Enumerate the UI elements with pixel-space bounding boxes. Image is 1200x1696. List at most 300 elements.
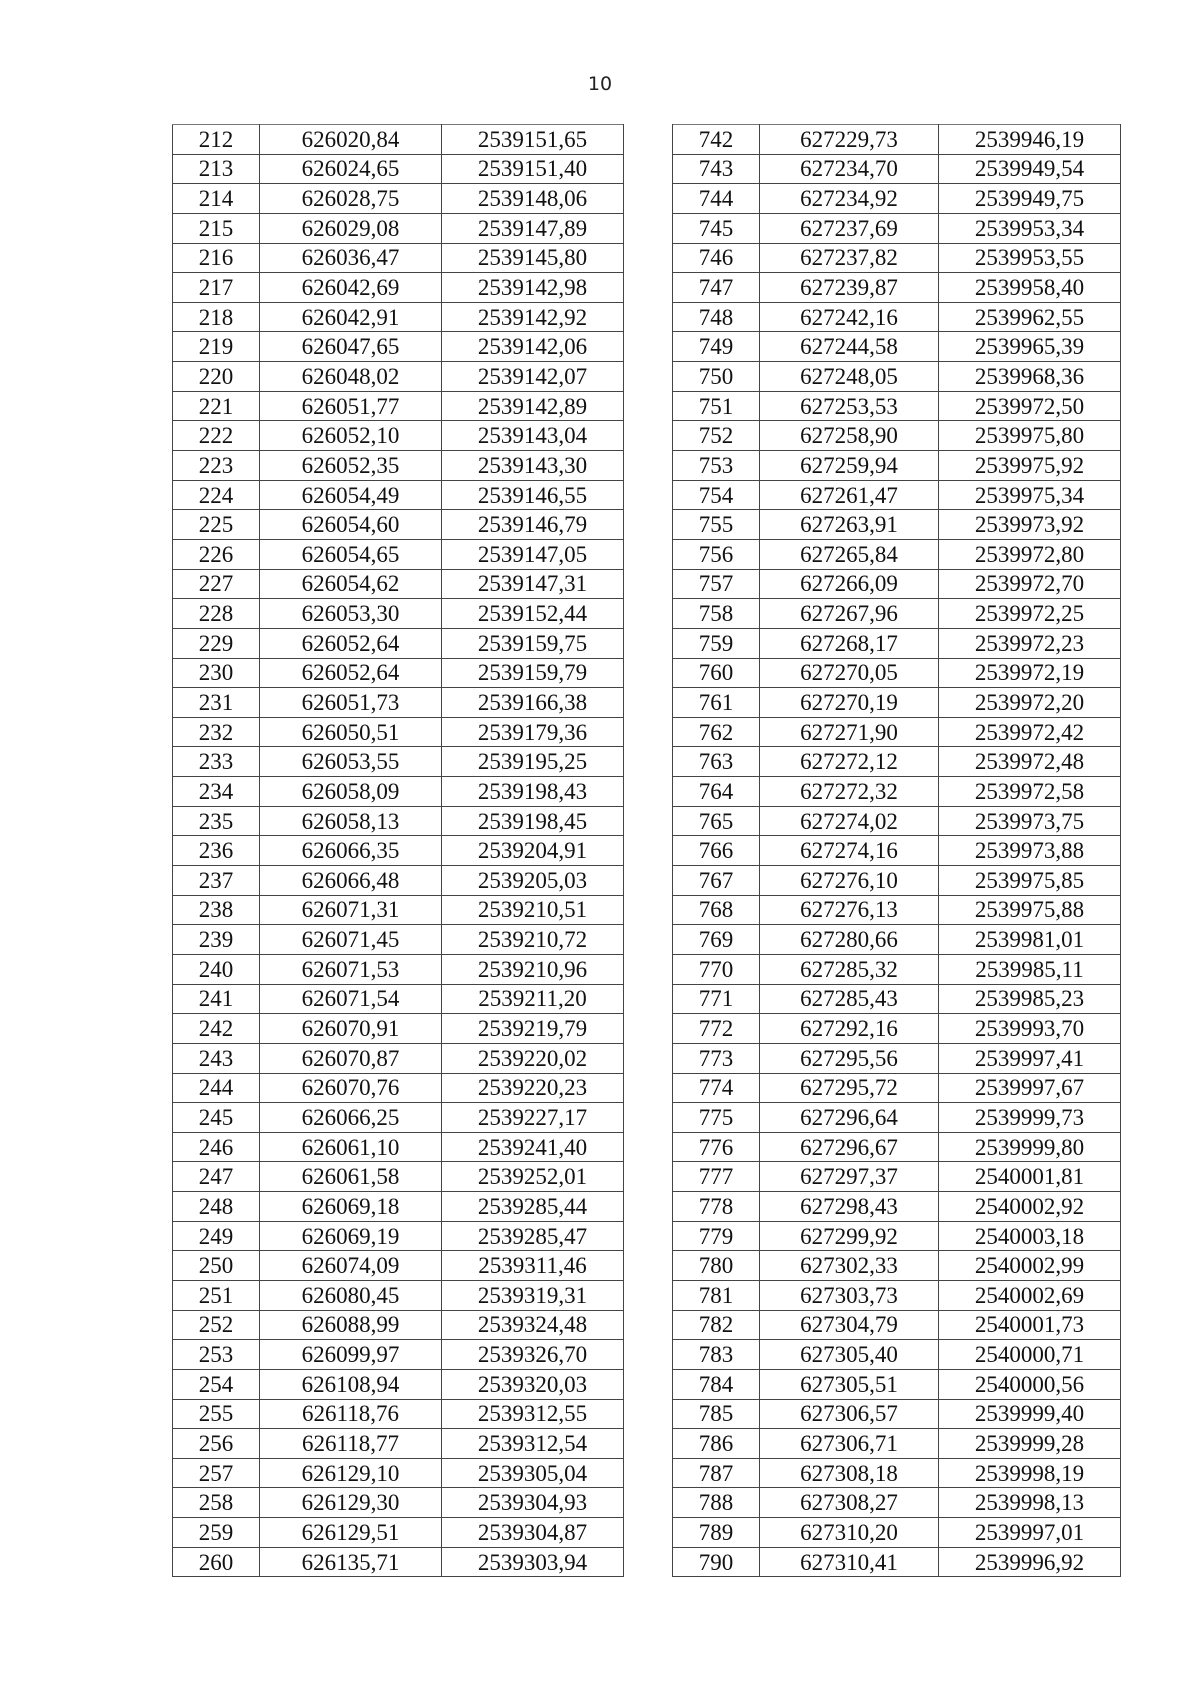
y-coordinate-left: 2539148,06 bbox=[442, 184, 624, 214]
y-coordinate-left: 2539219,79 bbox=[442, 1014, 624, 1044]
y-coordinate-left: 2539324,48 bbox=[442, 1310, 624, 1340]
y-coordinate-right: 2539962,55 bbox=[939, 302, 1121, 332]
point-number-right: 756 bbox=[673, 539, 760, 569]
x-coordinate-left: 626135,71 bbox=[260, 1547, 442, 1577]
table-row bbox=[173, 836, 1121, 866]
table-row bbox=[173, 1162, 1121, 1192]
x-coordinate-right: 627234,92 bbox=[760, 184, 939, 214]
y-coordinate-left: 2539147,89 bbox=[442, 213, 624, 243]
point-number-right: 774 bbox=[673, 1073, 760, 1103]
column-gap bbox=[624, 836, 673, 866]
point-number-left: 213 bbox=[173, 154, 260, 184]
x-coordinate-right: 627229,73 bbox=[760, 125, 939, 155]
y-coordinate-right: 2540000,71 bbox=[939, 1340, 1121, 1370]
x-coordinate-right: 627244,58 bbox=[760, 332, 939, 362]
x-coordinate-right: 627303,73 bbox=[760, 1280, 939, 1310]
point-number-right: 755 bbox=[673, 510, 760, 540]
x-coordinate-left: 626047,65 bbox=[260, 332, 442, 362]
column-gap bbox=[624, 362, 673, 392]
table-row bbox=[173, 421, 1121, 451]
y-coordinate-left: 2539142,89 bbox=[442, 391, 624, 421]
table-row bbox=[173, 866, 1121, 896]
column-gap bbox=[624, 806, 673, 836]
y-coordinate-right: 2540003,18 bbox=[939, 1221, 1121, 1251]
table-row bbox=[173, 510, 1121, 540]
x-coordinate-right: 627248,05 bbox=[760, 362, 939, 392]
point-number-right: 781 bbox=[673, 1280, 760, 1310]
point-number-left: 222 bbox=[173, 421, 260, 451]
point-number-left: 252 bbox=[173, 1310, 260, 1340]
y-coordinate-left: 2539151,65 bbox=[442, 125, 624, 155]
point-number-right: 744 bbox=[673, 184, 760, 214]
table-row bbox=[173, 1310, 1121, 1340]
y-coordinate-left: 2539211,20 bbox=[442, 984, 624, 1014]
column-gap bbox=[624, 1488, 673, 1518]
x-coordinate-right: 627310,41 bbox=[760, 1547, 939, 1577]
y-coordinate-left: 2539143,04 bbox=[442, 421, 624, 451]
x-coordinate-right: 627274,02 bbox=[760, 806, 939, 836]
column-gap bbox=[624, 628, 673, 658]
x-coordinate-left: 626042,91 bbox=[260, 302, 442, 332]
column-gap bbox=[624, 954, 673, 984]
table-row bbox=[173, 806, 1121, 836]
table-row bbox=[173, 1518, 1121, 1548]
point-number-right: 758 bbox=[673, 599, 760, 629]
x-coordinate-left: 626054,49 bbox=[260, 480, 442, 510]
y-coordinate-left: 2539319,31 bbox=[442, 1280, 624, 1310]
point-number-right: 754 bbox=[673, 480, 760, 510]
table-row bbox=[173, 1369, 1121, 1399]
table-row bbox=[173, 451, 1121, 481]
point-number-left: 242 bbox=[173, 1014, 260, 1044]
column-gap bbox=[624, 925, 673, 955]
column-gap bbox=[624, 777, 673, 807]
x-coordinate-right: 627237,82 bbox=[760, 243, 939, 273]
x-coordinate-left: 626054,65 bbox=[260, 539, 442, 569]
x-coordinate-right: 627237,69 bbox=[760, 213, 939, 243]
point-number-right: 757 bbox=[673, 569, 760, 599]
point-number-left: 259 bbox=[173, 1518, 260, 1548]
x-coordinate-left: 626129,51 bbox=[260, 1518, 442, 1548]
table-row bbox=[173, 1547, 1121, 1577]
x-coordinate-right: 627259,94 bbox=[760, 451, 939, 481]
x-coordinate-right: 627305,40 bbox=[760, 1340, 939, 1370]
x-coordinate-right: 627299,92 bbox=[760, 1221, 939, 1251]
x-coordinate-left: 626070,91 bbox=[260, 1014, 442, 1044]
y-coordinate-right: 2539949,75 bbox=[939, 184, 1121, 214]
column-gap bbox=[624, 1192, 673, 1222]
point-number-left: 247 bbox=[173, 1162, 260, 1192]
y-coordinate-right: 2540001,73 bbox=[939, 1310, 1121, 1340]
x-coordinate-right: 627297,37 bbox=[760, 1162, 939, 1192]
table-row bbox=[173, 1014, 1121, 1044]
y-coordinate-right: 2539998,19 bbox=[939, 1458, 1121, 1488]
x-coordinate-left: 626052,35 bbox=[260, 451, 442, 481]
y-coordinate-left: 2539227,17 bbox=[442, 1103, 624, 1133]
x-coordinate-left: 626058,09 bbox=[260, 777, 442, 807]
point-number-left: 240 bbox=[173, 954, 260, 984]
y-coordinate-right: 2539972,23 bbox=[939, 628, 1121, 658]
table-row bbox=[173, 362, 1121, 392]
x-coordinate-left: 626071,54 bbox=[260, 984, 442, 1014]
x-coordinate-left: 626066,35 bbox=[260, 836, 442, 866]
table-row bbox=[173, 332, 1121, 362]
y-coordinate-left: 2539312,55 bbox=[442, 1399, 624, 1429]
point-number-left: 238 bbox=[173, 895, 260, 925]
y-coordinate-right: 2539968,36 bbox=[939, 362, 1121, 392]
y-coordinate-right: 2539953,34 bbox=[939, 213, 1121, 243]
y-coordinate-left: 2539151,40 bbox=[442, 154, 624, 184]
point-number-left: 243 bbox=[173, 1043, 260, 1073]
point-number-left: 249 bbox=[173, 1221, 260, 1251]
y-coordinate-left: 2539198,43 bbox=[442, 777, 624, 807]
y-coordinate-left: 2539252,01 bbox=[442, 1162, 624, 1192]
y-coordinate-left: 2539241,40 bbox=[442, 1132, 624, 1162]
x-coordinate-left: 626029,08 bbox=[260, 213, 442, 243]
y-coordinate-right: 2539975,80 bbox=[939, 421, 1121, 451]
table-row bbox=[173, 954, 1121, 984]
point-number-left: 257 bbox=[173, 1458, 260, 1488]
x-coordinate-left: 626069,19 bbox=[260, 1221, 442, 1251]
x-coordinate-right: 627296,64 bbox=[760, 1103, 939, 1133]
x-coordinate-right: 627276,13 bbox=[760, 895, 939, 925]
column-gap bbox=[624, 1340, 673, 1370]
y-coordinate-left: 2539312,54 bbox=[442, 1429, 624, 1459]
point-number-right: 788 bbox=[673, 1488, 760, 1518]
y-coordinate-left: 2539152,44 bbox=[442, 599, 624, 629]
point-number-right: 752 bbox=[673, 421, 760, 451]
column-gap bbox=[624, 451, 673, 481]
point-number-left: 246 bbox=[173, 1132, 260, 1162]
point-number-left: 251 bbox=[173, 1280, 260, 1310]
table-row bbox=[173, 125, 1121, 155]
x-coordinate-right: 627295,56 bbox=[760, 1043, 939, 1073]
x-coordinate-left: 626053,55 bbox=[260, 747, 442, 777]
point-number-right: 786 bbox=[673, 1429, 760, 1459]
table-row bbox=[173, 628, 1121, 658]
column-gap bbox=[624, 391, 673, 421]
table-row bbox=[173, 717, 1121, 747]
point-number-left: 248 bbox=[173, 1192, 260, 1222]
y-coordinate-right: 2539998,13 bbox=[939, 1488, 1121, 1518]
x-coordinate-right: 627296,67 bbox=[760, 1132, 939, 1162]
point-number-right: 784 bbox=[673, 1369, 760, 1399]
y-coordinate-left: 2539311,46 bbox=[442, 1251, 624, 1281]
y-coordinate-right: 2539975,92 bbox=[939, 451, 1121, 481]
coordinates-table-body bbox=[173, 125, 1121, 1577]
y-coordinate-left: 2539204,91 bbox=[442, 836, 624, 866]
y-coordinate-right: 2539999,73 bbox=[939, 1103, 1121, 1133]
point-number-right: 760 bbox=[673, 658, 760, 688]
point-number-left: 216 bbox=[173, 243, 260, 273]
point-number-right: 771 bbox=[673, 984, 760, 1014]
column-gap bbox=[624, 1429, 673, 1459]
column-gap bbox=[624, 1310, 673, 1340]
point-number-left: 236 bbox=[173, 836, 260, 866]
point-number-left: 229 bbox=[173, 628, 260, 658]
x-coordinate-left: 626071,53 bbox=[260, 954, 442, 984]
point-number-right: 763 bbox=[673, 747, 760, 777]
point-number-right: 789 bbox=[673, 1518, 760, 1548]
y-coordinate-right: 2539981,01 bbox=[939, 925, 1121, 955]
point-number-right: 775 bbox=[673, 1103, 760, 1133]
y-coordinate-left: 2539304,93 bbox=[442, 1488, 624, 1518]
y-coordinate-right: 2540001,81 bbox=[939, 1162, 1121, 1192]
table-row bbox=[173, 1399, 1121, 1429]
y-coordinate-left: 2539205,03 bbox=[442, 866, 624, 896]
x-coordinate-left: 626020,84 bbox=[260, 125, 442, 155]
y-coordinate-left: 2539142,92 bbox=[442, 302, 624, 332]
column-gap bbox=[624, 895, 673, 925]
x-coordinate-left: 626054,62 bbox=[260, 569, 442, 599]
y-coordinate-left: 2539143,30 bbox=[442, 451, 624, 481]
y-coordinate-right: 2539999,40 bbox=[939, 1399, 1121, 1429]
column-gap bbox=[624, 213, 673, 243]
y-coordinate-right: 2540000,56 bbox=[939, 1369, 1121, 1399]
column-gap bbox=[624, 1103, 673, 1133]
x-coordinate-right: 627242,16 bbox=[760, 302, 939, 332]
y-coordinate-right: 2539999,80 bbox=[939, 1132, 1121, 1162]
table-row bbox=[173, 273, 1121, 303]
point-number-right: 746 bbox=[673, 243, 760, 273]
table-row bbox=[173, 569, 1121, 599]
y-coordinate-right: 2539946,19 bbox=[939, 125, 1121, 155]
y-coordinate-right: 2539997,01 bbox=[939, 1518, 1121, 1548]
point-number-right: 770 bbox=[673, 954, 760, 984]
y-coordinate-left: 2539305,04 bbox=[442, 1458, 624, 1488]
column-gap bbox=[624, 125, 673, 155]
point-number-right: 765 bbox=[673, 806, 760, 836]
table-row bbox=[173, 984, 1121, 1014]
x-coordinate-left: 626042,69 bbox=[260, 273, 442, 303]
x-coordinate-right: 627272,32 bbox=[760, 777, 939, 807]
x-coordinate-right: 627263,91 bbox=[760, 510, 939, 540]
x-coordinate-left: 626048,02 bbox=[260, 362, 442, 392]
point-number-left: 228 bbox=[173, 599, 260, 629]
table-row bbox=[173, 1103, 1121, 1133]
x-coordinate-right: 627276,10 bbox=[760, 866, 939, 896]
x-coordinate-right: 627253,53 bbox=[760, 391, 939, 421]
x-coordinate-right: 627306,57 bbox=[760, 1399, 939, 1429]
x-coordinate-left: 626024,65 bbox=[260, 154, 442, 184]
x-coordinate-left: 626058,13 bbox=[260, 806, 442, 836]
point-number-right: 785 bbox=[673, 1399, 760, 1429]
x-coordinate-right: 627234,70 bbox=[760, 154, 939, 184]
column-gap bbox=[624, 717, 673, 747]
y-coordinate-left: 2539210,96 bbox=[442, 954, 624, 984]
y-coordinate-right: 2539972,42 bbox=[939, 717, 1121, 747]
x-coordinate-left: 626118,76 bbox=[260, 1399, 442, 1429]
point-number-right: 747 bbox=[673, 273, 760, 303]
y-coordinate-left: 2539146,79 bbox=[442, 510, 624, 540]
table-row bbox=[173, 302, 1121, 332]
y-coordinate-left: 2539147,05 bbox=[442, 539, 624, 569]
x-coordinate-right: 627271,90 bbox=[760, 717, 939, 747]
point-number-right: 759 bbox=[673, 628, 760, 658]
point-number-left: 233 bbox=[173, 747, 260, 777]
x-coordinate-left: 626071,45 bbox=[260, 925, 442, 955]
point-number-left: 235 bbox=[173, 806, 260, 836]
y-coordinate-right: 2539972,80 bbox=[939, 539, 1121, 569]
x-coordinate-right: 627285,32 bbox=[760, 954, 939, 984]
x-coordinate-right: 627285,43 bbox=[760, 984, 939, 1014]
y-coordinate-left: 2539147,31 bbox=[442, 569, 624, 599]
column-gap bbox=[624, 539, 673, 569]
y-coordinate-right: 2539972,20 bbox=[939, 688, 1121, 718]
point-number-left: 260 bbox=[173, 1547, 260, 1577]
point-number-left: 255 bbox=[173, 1399, 260, 1429]
table-row bbox=[173, 1073, 1121, 1103]
column-gap bbox=[624, 1547, 673, 1577]
column-gap bbox=[624, 569, 673, 599]
point-number-left: 250 bbox=[173, 1251, 260, 1281]
y-coordinate-left: 2539166,38 bbox=[442, 688, 624, 718]
table-row bbox=[173, 1458, 1121, 1488]
x-coordinate-left: 626028,75 bbox=[260, 184, 442, 214]
y-coordinate-left: 2539159,75 bbox=[442, 628, 624, 658]
y-coordinate-right: 2539972,58 bbox=[939, 777, 1121, 807]
column-gap bbox=[624, 1458, 673, 1488]
table-row bbox=[173, 1280, 1121, 1310]
point-number-left: 220 bbox=[173, 362, 260, 392]
y-coordinate-right: 2539975,34 bbox=[939, 480, 1121, 510]
column-gap bbox=[624, 1073, 673, 1103]
table-row bbox=[173, 1429, 1121, 1459]
x-coordinate-right: 627295,72 bbox=[760, 1073, 939, 1103]
column-gap bbox=[624, 1399, 673, 1429]
point-number-right: 750 bbox=[673, 362, 760, 392]
x-coordinate-right: 627261,47 bbox=[760, 480, 939, 510]
table-row bbox=[173, 747, 1121, 777]
x-coordinate-right: 627308,18 bbox=[760, 1458, 939, 1488]
x-coordinate-left: 626066,25 bbox=[260, 1103, 442, 1133]
table-row bbox=[173, 1192, 1121, 1222]
y-coordinate-left: 2539220,23 bbox=[442, 1073, 624, 1103]
y-coordinate-right: 2539949,54 bbox=[939, 154, 1121, 184]
x-coordinate-right: 627305,51 bbox=[760, 1369, 939, 1399]
x-coordinate-left: 626054,60 bbox=[260, 510, 442, 540]
x-coordinate-right: 627308,27 bbox=[760, 1488, 939, 1518]
point-number-left: 226 bbox=[173, 539, 260, 569]
y-coordinate-left: 2539142,06 bbox=[442, 332, 624, 362]
point-number-left: 245 bbox=[173, 1103, 260, 1133]
point-number-left: 234 bbox=[173, 777, 260, 807]
point-number-right: 773 bbox=[673, 1043, 760, 1073]
column-gap bbox=[624, 1014, 673, 1044]
point-number-left: 256 bbox=[173, 1429, 260, 1459]
column-gap bbox=[624, 1369, 673, 1399]
point-number-left: 223 bbox=[173, 451, 260, 481]
y-coordinate-right: 2539973,75 bbox=[939, 806, 1121, 836]
x-coordinate-left: 626070,87 bbox=[260, 1043, 442, 1073]
table-row bbox=[173, 1251, 1121, 1281]
point-number-right: 761 bbox=[673, 688, 760, 718]
point-number-left: 237 bbox=[173, 866, 260, 896]
point-number-right: 751 bbox=[673, 391, 760, 421]
table-row bbox=[173, 539, 1121, 569]
y-coordinate-right: 2539993,70 bbox=[939, 1014, 1121, 1044]
y-coordinate-left: 2539326,70 bbox=[442, 1340, 624, 1370]
point-number-left: 225 bbox=[173, 510, 260, 540]
x-coordinate-right: 627292,16 bbox=[760, 1014, 939, 1044]
column-gap bbox=[624, 1132, 673, 1162]
point-number-left: 224 bbox=[173, 480, 260, 510]
point-number-right: 766 bbox=[673, 836, 760, 866]
y-coordinate-right: 2539972,19 bbox=[939, 658, 1121, 688]
point-number-right: 768 bbox=[673, 895, 760, 925]
column-gap bbox=[624, 332, 673, 362]
table-row bbox=[173, 658, 1121, 688]
y-coordinate-right: 2539972,50 bbox=[939, 391, 1121, 421]
point-number-right: 743 bbox=[673, 154, 760, 184]
y-coordinate-left: 2539159,79 bbox=[442, 658, 624, 688]
point-number-right: 767 bbox=[673, 866, 760, 896]
y-coordinate-right: 2539985,23 bbox=[939, 984, 1121, 1014]
column-gap bbox=[624, 480, 673, 510]
x-coordinate-right: 627272,12 bbox=[760, 747, 939, 777]
y-coordinate-right: 2539972,25 bbox=[939, 599, 1121, 629]
point-number-left: 231 bbox=[173, 688, 260, 718]
table-row bbox=[173, 480, 1121, 510]
y-coordinate-left: 2539320,03 bbox=[442, 1369, 624, 1399]
point-number-left: 214 bbox=[173, 184, 260, 214]
y-coordinate-left: 2539195,25 bbox=[442, 747, 624, 777]
point-number-left: 258 bbox=[173, 1488, 260, 1518]
point-number-left: 239 bbox=[173, 925, 260, 955]
y-coordinate-left: 2539220,02 bbox=[442, 1043, 624, 1073]
point-number-right: 769 bbox=[673, 925, 760, 955]
y-coordinate-left: 2539142,98 bbox=[442, 273, 624, 303]
point-number-left: 219 bbox=[173, 332, 260, 362]
x-coordinate-left: 626074,09 bbox=[260, 1251, 442, 1281]
table-row bbox=[173, 599, 1121, 629]
x-coordinate-left: 626052,64 bbox=[260, 658, 442, 688]
column-gap bbox=[624, 1221, 673, 1251]
point-number-right: 790 bbox=[673, 1547, 760, 1577]
column-gap bbox=[624, 1251, 673, 1281]
x-coordinate-right: 627310,20 bbox=[760, 1518, 939, 1548]
point-number-right: 776 bbox=[673, 1132, 760, 1162]
column-gap bbox=[624, 1280, 673, 1310]
x-coordinate-left: 626118,77 bbox=[260, 1429, 442, 1459]
x-coordinate-right: 627280,66 bbox=[760, 925, 939, 955]
y-coordinate-right: 2539973,92 bbox=[939, 510, 1121, 540]
point-number-left: 218 bbox=[173, 302, 260, 332]
y-coordinate-right: 2539972,48 bbox=[939, 747, 1121, 777]
y-coordinate-right: 2539985,11 bbox=[939, 954, 1121, 984]
x-coordinate-left: 626070,76 bbox=[260, 1073, 442, 1103]
x-coordinate-left: 626129,10 bbox=[260, 1458, 442, 1488]
point-number-right: 764 bbox=[673, 777, 760, 807]
point-number-right: 778 bbox=[673, 1192, 760, 1222]
x-coordinate-left: 626129,30 bbox=[260, 1488, 442, 1518]
point-number-right: 762 bbox=[673, 717, 760, 747]
point-number-left: 232 bbox=[173, 717, 260, 747]
y-coordinate-left: 2539210,51 bbox=[442, 895, 624, 925]
point-number-left: 221 bbox=[173, 391, 260, 421]
x-coordinate-right: 627306,71 bbox=[760, 1429, 939, 1459]
x-coordinate-right: 627266,09 bbox=[760, 569, 939, 599]
point-number-right: 749 bbox=[673, 332, 760, 362]
point-number-right: 753 bbox=[673, 451, 760, 481]
point-number-right: 742 bbox=[673, 125, 760, 155]
point-number-right: 745 bbox=[673, 213, 760, 243]
column-gap bbox=[624, 866, 673, 896]
x-coordinate-right: 627274,16 bbox=[760, 836, 939, 866]
point-number-left: 253 bbox=[173, 1340, 260, 1370]
x-coordinate-right: 627265,84 bbox=[760, 539, 939, 569]
x-coordinate-left: 626108,94 bbox=[260, 1369, 442, 1399]
